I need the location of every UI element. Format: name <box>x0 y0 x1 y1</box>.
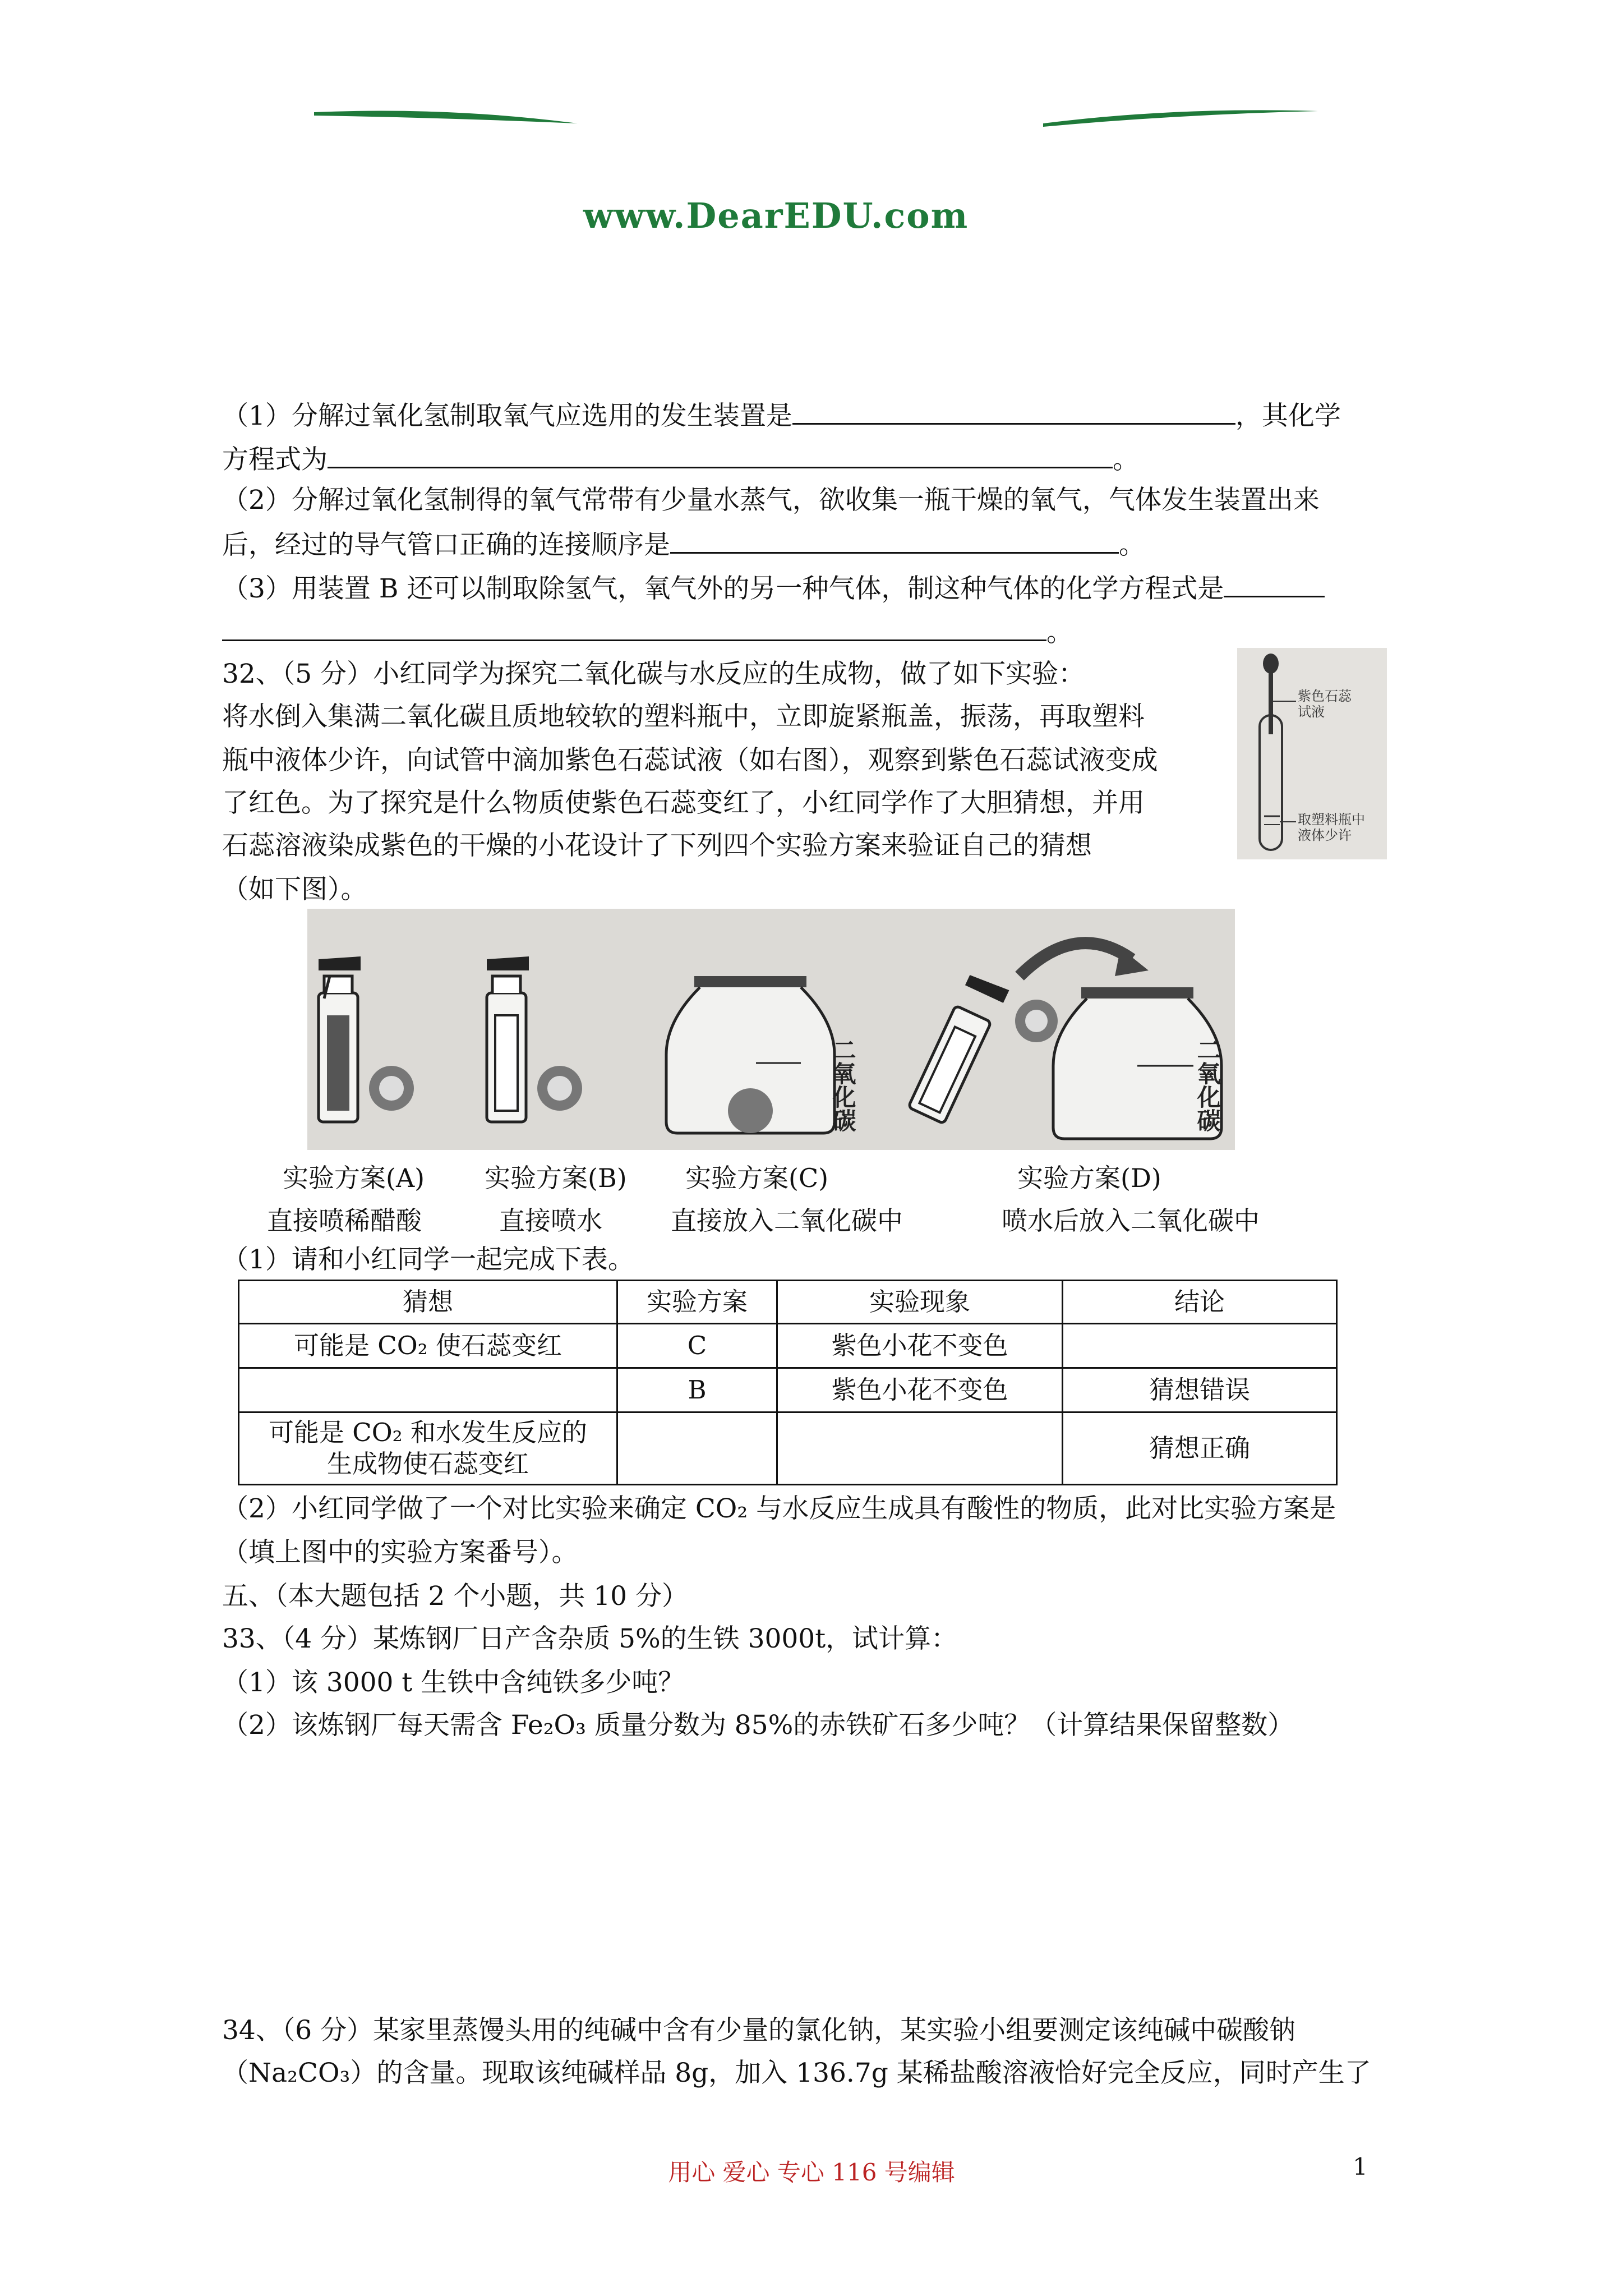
flower-b-icon <box>537 1066 582 1111</box>
table-cell: 可能是 CO₂ 使石蕊变红 <box>239 1324 617 1368</box>
q32-sub2-line1: （2）小红同学做了一个对比实验来确定 CO₂ 与水反应生成具有酸性的物质，此对比实验方案是 <box>222 1493 1336 1524</box>
q31-text: （3）用装置 B 还可以制取除氢气，氧气外的另一种气体，制这种气体的化学方程式是 <box>222 573 1224 604</box>
q31-line1 <box>222 397 1341 433</box>
table-header-row <box>239 1281 1337 1324</box>
jar-c-icon <box>666 976 834 1133</box>
table-cell: 可能是 CO₂ 和水发生反应的生成物使石蕊变红 <box>239 1412 617 1485</box>
flower-d-icon <box>1015 1000 1058 1042</box>
q32-line4: 了红色。为了探究是什么物质使紫色石蕊变红了，小红同学作了大胆猜想，并用 <box>222 788 1145 818</box>
plan-b-desc: 直接喷水 <box>499 1205 602 1236</box>
test-tube-label-bottom <box>1298 812 1365 843</box>
q31-text: （1）分解过氧化氢制取氧气应选用的发生装置是 <box>222 401 792 431</box>
fig-label: 取塑料瓶中 <box>1298 812 1365 827</box>
fig-label: 液体少许 <box>1298 827 1352 843</box>
arrow-icon <box>1020 943 1132 976</box>
table-cell: C <box>617 1324 777 1368</box>
table-cell: 紫色小花不变色 <box>777 1368 1063 1412</box>
test-tube-figure <box>1237 648 1387 859</box>
q34-line2: （Na₂CO₃）的含量。现取该纯碱样品 8g，加入 136.7g 某稀盐酸溶液恰好完全反应，同时产生了 <box>222 2058 1371 2088</box>
spray-bottle-d-icon <box>908 973 1009 1125</box>
section-title: 五、（本大题包括 2 个小题，共 10 分） <box>222 1581 688 1612</box>
fig-label: 紫色石蕊 <box>1298 688 1352 704</box>
q32-line1: 32、（5 分）小红同学为探究二氧化碳与水反应的生成物，做了如下实验： <box>222 659 1085 689</box>
plan-d-desc: 喷水后放入二氧化碳中 <box>1002 1205 1260 1236</box>
plan-c-desc: 直接放入二氧化碳中 <box>671 1205 903 1236</box>
plan-a-desc: 直接喷稀醋酸 <box>267 1205 422 1236</box>
q31-text: 。 <box>1046 617 1073 648</box>
co2-label-d: 二氧化碳 <box>1193 1038 1221 1132</box>
q31-line3: （2）分解过氧化氢制得的氧气常带有少量水蒸气，欲收集一瓶干燥的氧气，气体发生装置出来 <box>222 485 1320 516</box>
q31-text: 。 <box>1113 444 1139 475</box>
q32-sub1: （1）请和小红同学一起完成下表。 <box>222 1244 634 1275</box>
table-row <box>239 1412 1337 1485</box>
q32-line6: （如下图）。 <box>222 874 367 905</box>
q31-text: ，其化学 <box>1235 401 1341 431</box>
q31-line6 <box>222 614 1073 650</box>
header-banner <box>0 95 1623 236</box>
answer-blank[interactable] <box>328 441 1113 468</box>
q31-text: 后，经过的导气管口正确的连接顺序是 <box>222 530 670 560</box>
answer-blank[interactable] <box>792 397 1235 425</box>
header-swoosh-icon <box>0 95 1623 157</box>
q33-line2: （1）该 3000 t 生铁中含纯铁多少吨？ <box>222 1667 685 1698</box>
table-cell: 猜想错误 <box>1063 1368 1337 1412</box>
q34-line1: 34、（6 分）某家里蒸馒头用的纯碱中含有少量的氯化钠，某实验小组要测定该纯碱中碳酸钠 <box>222 2015 1296 2046</box>
plan-d-name: 实验方案(D) <box>1017 1163 1161 1193</box>
spray-bottle-b-icon <box>487 956 529 1122</box>
plan-b-name: 实验方案(B) <box>485 1163 627 1193</box>
table-cell: 紫色小花不变色 <box>777 1324 1063 1368</box>
answer-blank[interactable] <box>670 526 1119 554</box>
table-header-cell: 猜想 <box>239 1281 617 1324</box>
q31-text: 。 <box>1119 530 1145 560</box>
co2-label-c: 二氧化碳 <box>829 1038 857 1132</box>
q32-line2: 将水倒入集满二氧化碳且质地较软的塑料瓶中，立即旋紧瓶盖，振荡，再取塑料 <box>222 701 1145 732</box>
page-number: 1 <box>1353 2153 1368 2180</box>
table-cell: 猜想正确 <box>1063 1412 1337 1485</box>
page-footer: 用心 爱心 专心 116 号编辑 <box>668 2159 955 2186</box>
q31-line4 <box>222 526 1145 562</box>
flower-a-icon <box>369 1066 414 1111</box>
q31-text: 方程式为 <box>222 444 328 475</box>
q33-line3: （2）该炼钢厂每天需含 Fe₂O₃ 质量分数为 85%的赤铁矿石多少吨？（计算结果保留整数） <box>222 1710 1294 1741</box>
q31-line2 <box>222 441 1139 477</box>
site-logo-text: www.DearEDU.com <box>583 195 969 236</box>
table-header-cell: 实验方案 <box>617 1281 777 1324</box>
q32-sub2-line2: （填上图中的实验方案番号）。 <box>222 1537 578 1568</box>
table-header-cell: 结论 <box>1063 1281 1337 1324</box>
test-tube-label-top <box>1298 688 1352 720</box>
observation-table <box>238 1280 1338 1485</box>
table-header-cell: 实验现象 <box>777 1281 1063 1324</box>
table-answer-cell[interactable] <box>239 1368 617 1412</box>
table-cell: B <box>617 1368 777 1412</box>
q32-line3: 瓶中液体少许，向试管中滴加紫色石蕊试液（如右图），观察到紫色石蕊试液变成 <box>222 745 1158 776</box>
table-answer-cell[interactable] <box>617 1412 777 1485</box>
fig-label: 试液 <box>1298 704 1325 720</box>
table-row <box>239 1368 1337 1412</box>
table-row <box>239 1324 1337 1368</box>
answer-blank[interactable] <box>222 614 1046 641</box>
answer-blank[interactable] <box>1224 570 1325 597</box>
plan-a-name: 实验方案(A) <box>283 1163 425 1193</box>
experiment-illustration-icon <box>307 909 1235 1150</box>
plan-c-name: 实验方案(C) <box>685 1163 829 1193</box>
q31-line5 <box>222 570 1325 606</box>
table-answer-cell[interactable] <box>1063 1324 1337 1368</box>
spray-bottle-a-icon <box>319 956 361 1122</box>
experiment-figure <box>307 909 1235 1150</box>
q33-line1: 33、（4 分）某炼钢厂日产含杂质 5%的生铁 3000t，试计算： <box>222 1623 958 1654</box>
q32-line5: 石蕊溶液染成紫色的干燥的小花设计了下列四个实验方案来验证自己的猜想 <box>222 830 1092 861</box>
table-answer-cell[interactable] <box>777 1412 1063 1485</box>
